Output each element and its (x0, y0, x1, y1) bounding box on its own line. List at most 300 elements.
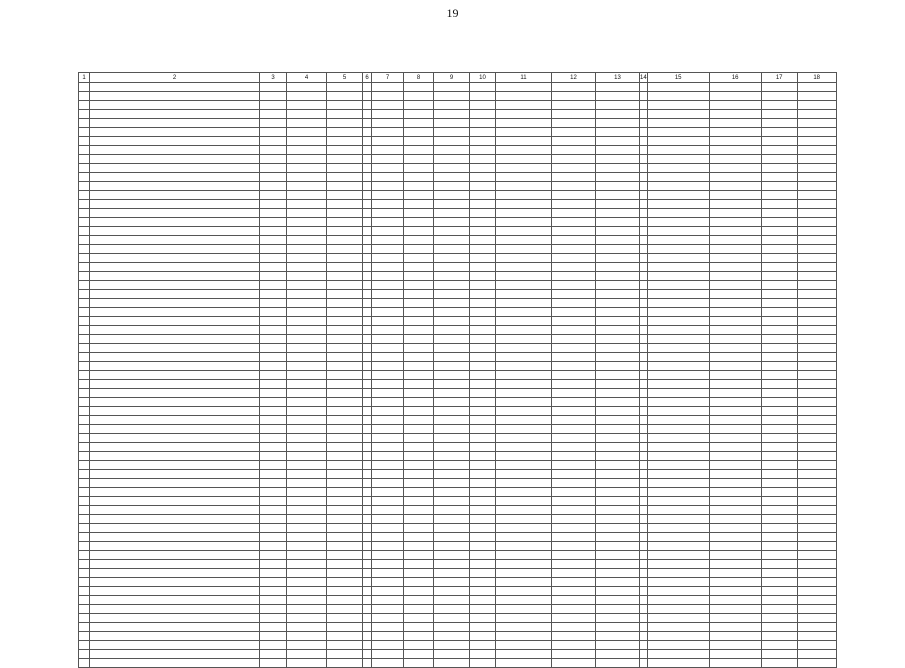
table-cell (496, 614, 552, 623)
column-number: 9 (434, 73, 470, 83)
table-cell (797, 290, 836, 299)
table-cell (79, 515, 90, 524)
table-cell (372, 452, 404, 461)
table-cell (287, 200, 327, 209)
table-row (79, 308, 837, 317)
table-cell (434, 362, 470, 371)
table-cell (647, 632, 709, 641)
table-cell (640, 326, 648, 335)
table-cell (90, 191, 260, 200)
table-cell (596, 245, 640, 254)
table-cell (797, 488, 836, 497)
table-cell (596, 218, 640, 227)
table-cell (496, 533, 552, 542)
table-cell (552, 488, 596, 497)
table-cell (404, 425, 434, 434)
page-number: 19 (446, 6, 459, 20)
table-cell (552, 290, 596, 299)
table-cell (647, 371, 709, 380)
table-cell (260, 488, 287, 497)
table-cell (260, 461, 287, 470)
table-cell (372, 551, 404, 560)
table-cell (797, 434, 836, 443)
table-cell (647, 605, 709, 614)
table-cell (709, 380, 761, 389)
table-cell (647, 506, 709, 515)
table-cell (287, 326, 327, 335)
table-cell (640, 263, 648, 272)
table-cell (496, 632, 552, 641)
table-cell (90, 128, 260, 137)
table-cell (797, 263, 836, 272)
table-cell (79, 461, 90, 470)
table-cell (470, 533, 496, 542)
table-cell (404, 182, 434, 191)
table-cell (90, 227, 260, 236)
table-cell (552, 353, 596, 362)
table-row (79, 227, 837, 236)
table-cell (372, 317, 404, 326)
table-cell (640, 317, 648, 326)
table-cell (640, 299, 648, 308)
table-cell (260, 335, 287, 344)
table-cell (79, 488, 90, 497)
table-cell (761, 128, 797, 137)
table-cell (496, 290, 552, 299)
table-cell (260, 83, 287, 92)
table-cell (470, 326, 496, 335)
table-cell (640, 155, 648, 164)
table-cell (640, 479, 648, 488)
table-cell (647, 299, 709, 308)
column-number: 6 (363, 73, 372, 83)
table-cell (363, 497, 372, 506)
table-cell (552, 164, 596, 173)
table-row (79, 389, 837, 398)
table-cell (797, 569, 836, 578)
table-cell (287, 551, 327, 560)
table-cell (761, 371, 797, 380)
table-cell (640, 209, 648, 218)
table-cell (79, 398, 90, 407)
table-cell (596, 110, 640, 119)
table-cell (90, 560, 260, 569)
table-cell (363, 614, 372, 623)
table-cell (797, 452, 836, 461)
table-cell (327, 200, 363, 209)
table-cell (552, 182, 596, 191)
table-cell (709, 209, 761, 218)
table-cell (260, 308, 287, 317)
table-cell (647, 362, 709, 371)
table-cell (596, 407, 640, 416)
table-cell (372, 164, 404, 173)
table-cell (79, 497, 90, 506)
table-cell (434, 632, 470, 641)
table-cell (797, 164, 836, 173)
table-cell (640, 560, 648, 569)
table-cell (372, 587, 404, 596)
table-cell (404, 515, 434, 524)
table-cell (260, 119, 287, 128)
table-cell (327, 542, 363, 551)
table-cell (404, 614, 434, 623)
table-cell (404, 92, 434, 101)
table-cell (404, 569, 434, 578)
table-cell (709, 200, 761, 209)
table-cell (79, 650, 90, 659)
column-number: 1 (79, 73, 90, 83)
table-cell (709, 479, 761, 488)
table-cell (287, 353, 327, 362)
table-cell (496, 209, 552, 218)
table-cell (90, 416, 260, 425)
table-cell (496, 461, 552, 470)
table-cell (372, 623, 404, 632)
table-cell (496, 587, 552, 596)
table-cell (470, 335, 496, 344)
table-cell (434, 245, 470, 254)
table-cell (372, 533, 404, 542)
table-cell (363, 137, 372, 146)
table-cell (372, 434, 404, 443)
table-cell (761, 605, 797, 614)
table-cell (640, 461, 648, 470)
table-row (79, 443, 837, 452)
table-cell (647, 173, 709, 182)
table-cell (434, 614, 470, 623)
table-cell (404, 236, 434, 245)
table-cell (372, 281, 404, 290)
table-cell (596, 326, 640, 335)
table-cell (372, 146, 404, 155)
table-cell (327, 137, 363, 146)
table-cell (761, 470, 797, 479)
table-cell (287, 245, 327, 254)
table-cell (404, 434, 434, 443)
table-cell (372, 137, 404, 146)
table-cell (287, 281, 327, 290)
table-cell (260, 650, 287, 659)
table-cell (79, 218, 90, 227)
table-cell (797, 659, 836, 668)
table-cell (709, 263, 761, 272)
table-row (79, 596, 837, 605)
table-cell (90, 515, 260, 524)
table-cell (761, 335, 797, 344)
table-cell (79, 443, 90, 452)
table-row (79, 335, 837, 344)
table-cell (363, 479, 372, 488)
table-cell (470, 83, 496, 92)
table-cell (647, 488, 709, 497)
table-cell (470, 218, 496, 227)
table-cell (552, 551, 596, 560)
table-cell (287, 227, 327, 236)
table-cell (434, 380, 470, 389)
table-cell (260, 164, 287, 173)
table-cell (404, 335, 434, 344)
table-cell (552, 596, 596, 605)
table-cell (90, 407, 260, 416)
table-cell (709, 308, 761, 317)
table-cell (434, 506, 470, 515)
table-cell (596, 632, 640, 641)
table-cell (327, 614, 363, 623)
table-cell (79, 308, 90, 317)
table-cell (287, 380, 327, 389)
table-cell (640, 587, 648, 596)
table-cell (363, 461, 372, 470)
table-cell (404, 524, 434, 533)
table-cell (372, 326, 404, 335)
table-cell (596, 479, 640, 488)
table-row (79, 542, 837, 551)
table-cell (327, 533, 363, 542)
table-cell (372, 290, 404, 299)
table-cell (363, 353, 372, 362)
table-cell (327, 659, 363, 668)
table-cell (90, 290, 260, 299)
table-cell (363, 263, 372, 272)
table-cell (596, 506, 640, 515)
table-cell (287, 659, 327, 668)
table-cell (496, 605, 552, 614)
table-cell (596, 641, 640, 650)
table-cell (596, 83, 640, 92)
table-cell (372, 236, 404, 245)
table-cell (363, 542, 372, 551)
table-cell (372, 506, 404, 515)
table-cell (647, 209, 709, 218)
table-cell (372, 632, 404, 641)
table-cell (552, 659, 596, 668)
table-cell (79, 389, 90, 398)
table-cell (404, 137, 434, 146)
table-cell (496, 353, 552, 362)
table-cell (287, 425, 327, 434)
table-cell (90, 146, 260, 155)
table-cell (470, 659, 496, 668)
table-cell (647, 659, 709, 668)
table-row (79, 200, 837, 209)
table-cell (647, 398, 709, 407)
table-cell (372, 110, 404, 119)
table-cell (797, 497, 836, 506)
table-cell (647, 254, 709, 263)
table-cell (470, 389, 496, 398)
table-cell (260, 506, 287, 515)
table-cell (647, 434, 709, 443)
table-cell (287, 110, 327, 119)
table-cell (797, 362, 836, 371)
table-cell (90, 596, 260, 605)
table-cell (90, 164, 260, 173)
table-cell (434, 524, 470, 533)
table-cell (552, 506, 596, 515)
table-cell (552, 173, 596, 182)
table-cell (470, 128, 496, 137)
table-cell (287, 407, 327, 416)
table-cell (596, 155, 640, 164)
table-cell (596, 290, 640, 299)
table-cell (363, 605, 372, 614)
table-cell (470, 551, 496, 560)
table-cell (79, 362, 90, 371)
table-cell (79, 299, 90, 308)
table-cell (260, 101, 287, 110)
table-cell (797, 110, 836, 119)
table-cell (287, 344, 327, 353)
table-cell (470, 524, 496, 533)
table-cell (434, 434, 470, 443)
table-cell (260, 191, 287, 200)
table-cell (647, 389, 709, 398)
table-cell (761, 632, 797, 641)
table-cell (496, 263, 552, 272)
table-cell (797, 83, 836, 92)
table-cell (709, 452, 761, 461)
table-cell (640, 443, 648, 452)
table-cell (90, 254, 260, 263)
table-row (79, 380, 837, 389)
table-cell (260, 245, 287, 254)
table-cell (90, 641, 260, 650)
table-cell (709, 533, 761, 542)
table-cell (496, 623, 552, 632)
table-cell (596, 398, 640, 407)
table-cell (79, 281, 90, 290)
table-cell (287, 578, 327, 587)
table-cell (260, 551, 287, 560)
table-cell (496, 326, 552, 335)
table-cell (596, 362, 640, 371)
table-cell (327, 335, 363, 344)
table-cell (761, 587, 797, 596)
table-cell (404, 119, 434, 128)
table-cell (404, 506, 434, 515)
table-cell (640, 551, 648, 560)
table-cell (596, 452, 640, 461)
table-cell (761, 227, 797, 236)
table-cell (372, 308, 404, 317)
table-cell (496, 101, 552, 110)
table-cell (434, 623, 470, 632)
table-cell (552, 650, 596, 659)
table-cell (79, 263, 90, 272)
table-cell (709, 488, 761, 497)
table-cell (640, 407, 648, 416)
table-cell (404, 443, 434, 452)
table-cell (434, 497, 470, 506)
table-cell (797, 101, 836, 110)
table-cell (647, 470, 709, 479)
table-cell (260, 137, 287, 146)
table-cell (372, 650, 404, 659)
table-cell (647, 479, 709, 488)
table-cell (470, 155, 496, 164)
table-cell (647, 191, 709, 200)
table-cell (372, 470, 404, 479)
table-cell (470, 101, 496, 110)
table-cell (761, 389, 797, 398)
table-cell (640, 515, 648, 524)
table-cell (596, 659, 640, 668)
table-cell (363, 164, 372, 173)
table-cell (496, 245, 552, 254)
table-cell (363, 506, 372, 515)
table-cell (372, 488, 404, 497)
table-cell (797, 200, 836, 209)
table-cell (363, 623, 372, 632)
table-cell (496, 497, 552, 506)
table-cell (761, 353, 797, 362)
table-cell (79, 380, 90, 389)
table-cell (596, 533, 640, 542)
table-cell (79, 164, 90, 173)
table-row (79, 398, 837, 407)
table-cell (552, 218, 596, 227)
table-cell (596, 551, 640, 560)
table-cell (552, 128, 596, 137)
table-cell (797, 389, 836, 398)
table-cell (90, 281, 260, 290)
table-cell (260, 398, 287, 407)
table-cell (287, 218, 327, 227)
table-cell (260, 542, 287, 551)
table-cell (647, 650, 709, 659)
table-cell (90, 263, 260, 272)
table-cell (363, 335, 372, 344)
table-cell (404, 371, 434, 380)
table-cell (596, 623, 640, 632)
table-cell (287, 182, 327, 191)
table-cell (552, 560, 596, 569)
table-cell (470, 578, 496, 587)
table-cell (647, 290, 709, 299)
table-cell (434, 164, 470, 173)
table-cell (79, 290, 90, 299)
table-cell (327, 380, 363, 389)
table-cell (596, 119, 640, 128)
table-cell (287, 506, 327, 515)
table-cell (327, 245, 363, 254)
table-cell (260, 290, 287, 299)
table-cell (404, 542, 434, 551)
table-cell (496, 479, 552, 488)
table-cell (287, 119, 327, 128)
table-cell (372, 515, 404, 524)
table-cell (647, 92, 709, 101)
table-cell (404, 578, 434, 587)
table-cell (372, 254, 404, 263)
table-cell (79, 128, 90, 137)
table-cell (496, 596, 552, 605)
table-cell (496, 272, 552, 281)
table-cell (596, 173, 640, 182)
table-cell (647, 182, 709, 191)
table-cell (470, 506, 496, 515)
table-row (79, 578, 837, 587)
table-cell (79, 182, 90, 191)
table-cell (709, 218, 761, 227)
table-cell (327, 128, 363, 137)
table-cell (640, 605, 648, 614)
table-cell (287, 614, 327, 623)
table-cell (761, 515, 797, 524)
table-cell (79, 272, 90, 281)
table-cell (79, 425, 90, 434)
